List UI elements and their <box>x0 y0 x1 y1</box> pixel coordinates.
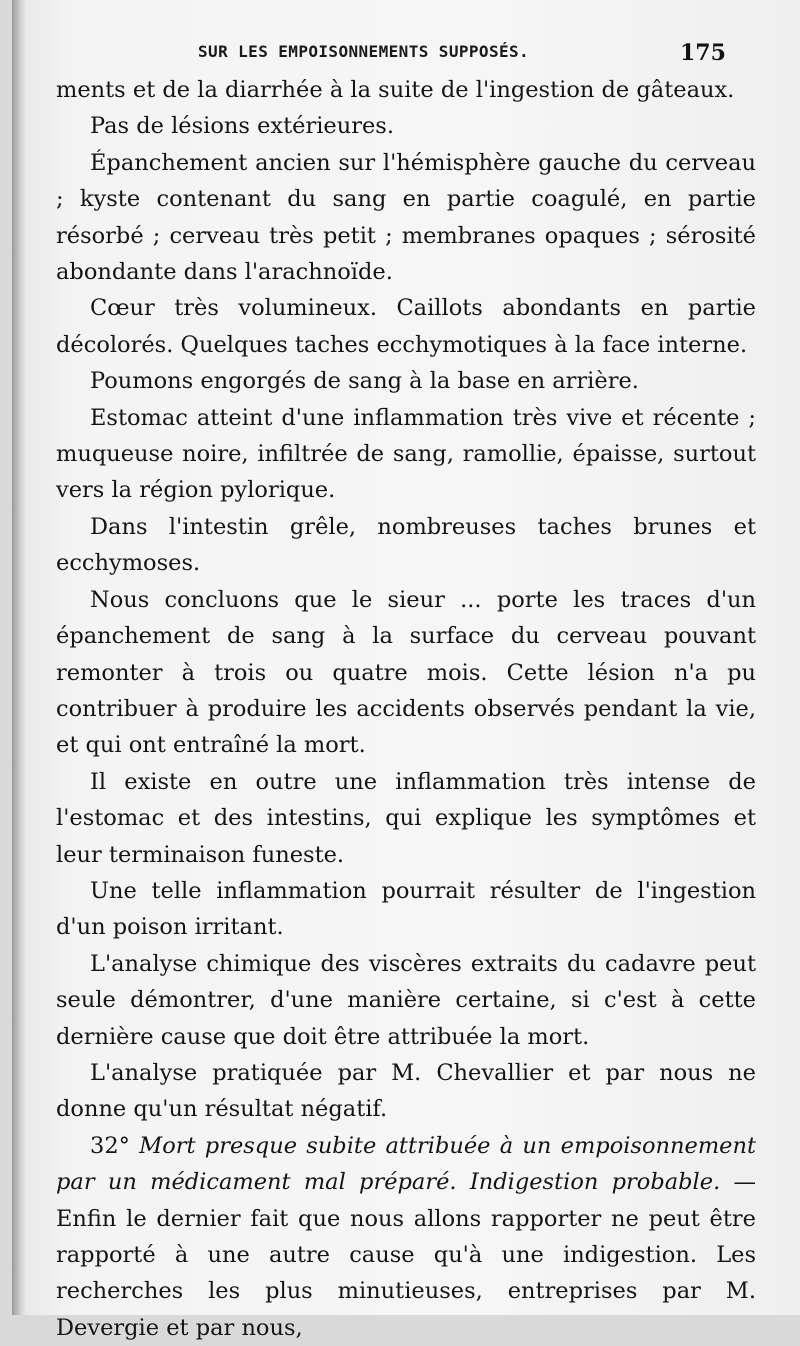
paragraph: Pas de lésions extérieures. <box>90 113 394 140</box>
paragraph: L'analyse pratiquée par M. Chevallier et par nous ne donne qu'un résultat négatif. <box>56 1059 756 1123</box>
case-number: 32° <box>90 1132 130 1159</box>
paragraph: L'analyse chimique des viscères extraits du cadavre peut seule démontrer, d'une manière certaine, si c'est à cette dernière cause que doit être attribuée la mort. <box>56 950 756 1050</box>
paragraph: Cœur très volumineux. Caillots abondants en partie décolorés. Quelques taches ecchymotiques à la face interne. <box>56 295 756 358</box>
paragraph: Dans l'intestin grêle, nombreuses taches brunes et ecchymoses. <box>56 513 756 577</box>
page-header <box>12 42 800 72</box>
page-binding-shadow <box>12 0 26 1315</box>
paragraph: Il existe en outre une inflammation très intense de l'estomac et des intestins, qui explique les symptômes et leur terminaison funeste. <box>56 768 756 868</box>
paragraph: Poumons engorgés de sang à la base en arrière. <box>90 368 639 395</box>
case-text: — Enfin le dernier fait que nous allons rapporter ne peut être rapporté à une autre cause qu'à une indigestion. Les recherches les plus minutieuses, entreprises par M. Devergie et par nous, <box>56 1169 757 1341</box>
case-paragraph <box>56 1128 756 1346</box>
case-title: Mort presque subite attribuée à un empoisonnement par un médicament mal préparé. Indigestion probable. <box>56 1132 757 1196</box>
book-page <box>12 0 800 1341</box>
paragraph: Épanchement ancien sur l'hémisphère gauche du cerveau ; kyste contenant du sang en partie coagulé, en partie résorbé ; cerveau très petit ; membranes opaques ; sérosité abondante dans l'arachnoïde. <box>56 149 756 286</box>
paragraph: Nous concluons que le sieur ... porte les traces d'un épanchement de sang à la surface du cerveau pouvant remonter à trois ou quatre mois. Cette lésion n'a pu contribuer à produire les accidents observés pendant la vie, et qui ont entraîné la mort. <box>56 586 756 759</box>
paragraph: Estomac atteint d'une inflammation très vive et récente ; muqueuse noire, infiltrée de sang, ramollie, épaisse, surtout vers la région pylorique. <box>56 404 756 504</box>
running-head: SUR LES EMPOISONNEMENTS SUPPOSÉS. <box>198 42 530 61</box>
paragraph: Une telle inflammation pourrait résulter de l'ingestion d'un poison irritant. <box>56 877 756 941</box>
paragraph-continuation: ments et de la diarrhée à la suite de l'ingestion de gâteaux. <box>56 77 735 103</box>
page-number: 175 <box>680 40 726 66</box>
body-text <box>56 72 756 1346</box>
